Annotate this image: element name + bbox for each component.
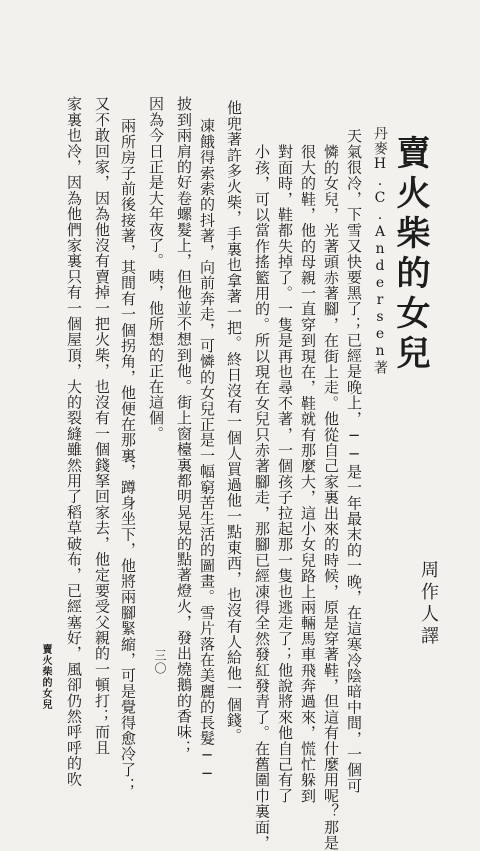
page-number: 三〇 xyxy=(153,649,167,675)
body-text-line: 小孩，可以當作搖籃用的。所以現在女兒只赤著腳走，那腳已經凍得全然發紅發青了。在舊圍巾裏面， xyxy=(253,144,271,851)
story-title: 賣火柴的女兒 xyxy=(390,135,430,375)
body-text-line: 凍餓得索索的抖著，向前奔走，可憐的女兒正是一幅窮苦生活的圖畫。雪片落在美麗的長髮── xyxy=(198,118,216,784)
body-text-line: 又不敢回家，因為他沒有賣掉一把火柴，也沒有一個錢拏回家去，他定要受父親的一頓打；而且 xyxy=(93,96,111,756)
body-text-line: 對面時，鞋都失掉了。一隻是再也尋不著，一個孩子拉起那一隻也逃走了；他說將來他自己有了 xyxy=(276,144,294,804)
body-text-line: 兩所房子前後接著，其間有一個拐角，他便在那裏，蹲身坐下，他將兩腳緊縮，可是覺得愈冷了； xyxy=(119,118,137,794)
running-head: 賣火柴的女兒 xyxy=(40,644,51,710)
body-text-line: 因為今日正是大年夜了。咦，他所想的正在這個。 xyxy=(147,96,165,442)
translator-credit: 周作人譯 xyxy=(418,560,439,648)
body-text-line: 很大的鞋，他的母親一直穿到現在，鞋就有那麼大，這小女兒路上兩輛馬車飛奔過來，慌忙躲到 xyxy=(299,144,317,804)
body-text-line: 家裏也冷，因為他們家裏只有一個屋頂，大的裂縫雖然用了稻草破布，已經塞好，風卻仍然呼呼的吹 xyxy=(65,96,83,787)
body-text-line: 披到兩肩的好卷螺髮上，但他並不想到他。街上窗檯裏都明晃晃的點著燈火，發出燒鵝的香味； xyxy=(175,96,193,756)
body-text-line: 天氣很冷，下雪又快要黑了；已經是晚上，──是一年最末的一晚，在這寒冷陰暗中間，一個可 xyxy=(345,128,363,794)
body-text-line: 他兜著許多火柴，手裏也拿著一把。終日沒有一個人買過他一點東西，也沒有人給他一個錢。 xyxy=(225,100,243,744)
author-credit: 丹麥H.C.Andersen著 xyxy=(372,126,388,375)
body-text-line: 憐的女兒，光著頭赤著腳，在街上走。他從自己家裏出來的時候，原是穿著鞋，但這有什麼用呢？那是 xyxy=(322,144,340,851)
